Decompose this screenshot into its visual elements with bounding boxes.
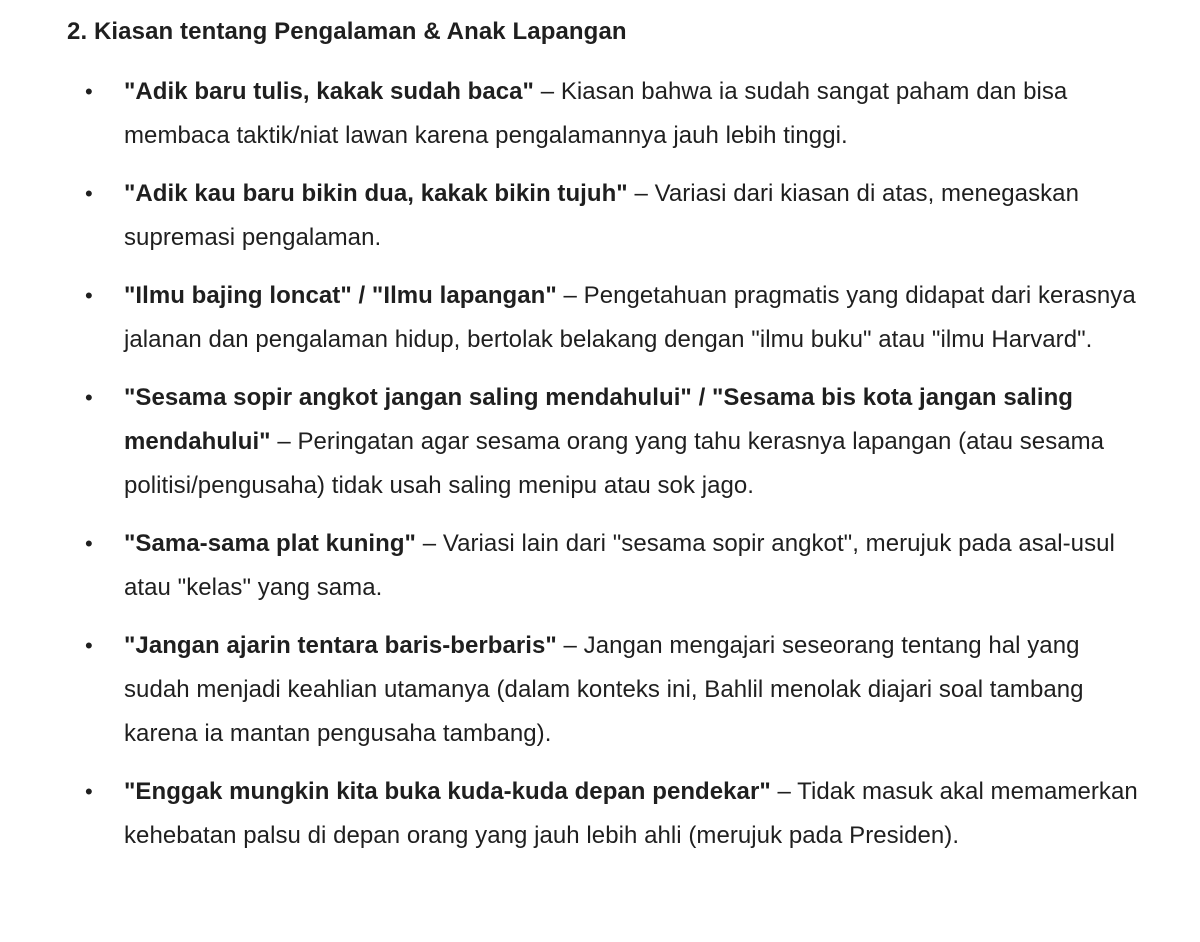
section-heading: 2. Kiasan tentang Pengalaman & Anak Lapangan <box>67 18 627 45</box>
idiom-description: – Tidak masuk akal memamerkan kehebatan palsu di depan orang yang jauh lebih ahli (merujuk pada Presiden). <box>124 778 1138 849</box>
idiom-term: "Adik baru tulis, kakak sudah baca" <box>124 78 534 105</box>
idiom-term: "Sesama sopir angkot jangan saling mendahului" / "Sesama bis kota jangan saling mendahului" <box>124 384 1074 455</box>
list-item <box>67 274 1140 362</box>
idiom-term: "Jangan ajarin tentara baris-berbaris" <box>124 632 557 659</box>
idiom-description: – Jangan mengajari seseorang tentang hal yang sudah menjadi keahlian utamanya (dalam konteks ini, Bahlil menolak diajari soal tambang karena ia mantan pengusaha tambang). <box>124 632 1084 747</box>
idiom-description: – Pengetahuan pragmatis yang didapat dari kerasnya jalanan dan pengalaman hidup, bertolak belakang dengan "ilmu buku" atau "ilmu Harvard". <box>124 282 1136 353</box>
bullet-icon: • <box>85 633 93 658</box>
list-item <box>67 376 1140 508</box>
bullet-icon: • <box>85 531 93 556</box>
list-item <box>67 70 1140 158</box>
idiom-term: "Adik kau baru bikin dua, kakak bikin tujuh" <box>124 180 628 207</box>
idiom-list <box>67 70 1140 858</box>
bullet-icon: • <box>85 385 93 410</box>
list-item <box>67 522 1140 610</box>
list-item <box>67 624 1140 756</box>
idiom-description: – Variasi lain dari "sesama sopir angkot", merujuk pada asal-usul atau "kelas" yang sama. <box>124 530 1115 601</box>
list-item <box>67 172 1140 260</box>
idiom-description: – Peringatan agar sesama orang yang tahu kerasnya lapangan (atau sesama politisi/pengusaha) tidak usah saling menipu atau sok jago. <box>124 428 1105 499</box>
idiom-description: – Kiasan bahwa ia sudah sangat paham dan bisa membaca taktik/niat lawan karena pengalamannya jauh lebih tinggi. <box>124 78 1068 149</box>
idiom-description: – Variasi dari kiasan di atas, menegaskan supremasi pengalaman. <box>124 180 1079 251</box>
bullet-icon: • <box>85 181 93 206</box>
bullet-icon: • <box>85 779 93 804</box>
bullet-icon: • <box>85 283 93 308</box>
bullet-icon: • <box>85 79 93 104</box>
idiom-term: "Enggak mungkin kita buka kuda-kuda depan pendekar" <box>124 778 771 805</box>
idiom-term: "Ilmu bajing loncat" / "Ilmu lapangan" <box>124 282 557 309</box>
idiom-term: "Sama-sama plat kuning" <box>124 530 416 557</box>
list-item <box>67 770 1140 858</box>
